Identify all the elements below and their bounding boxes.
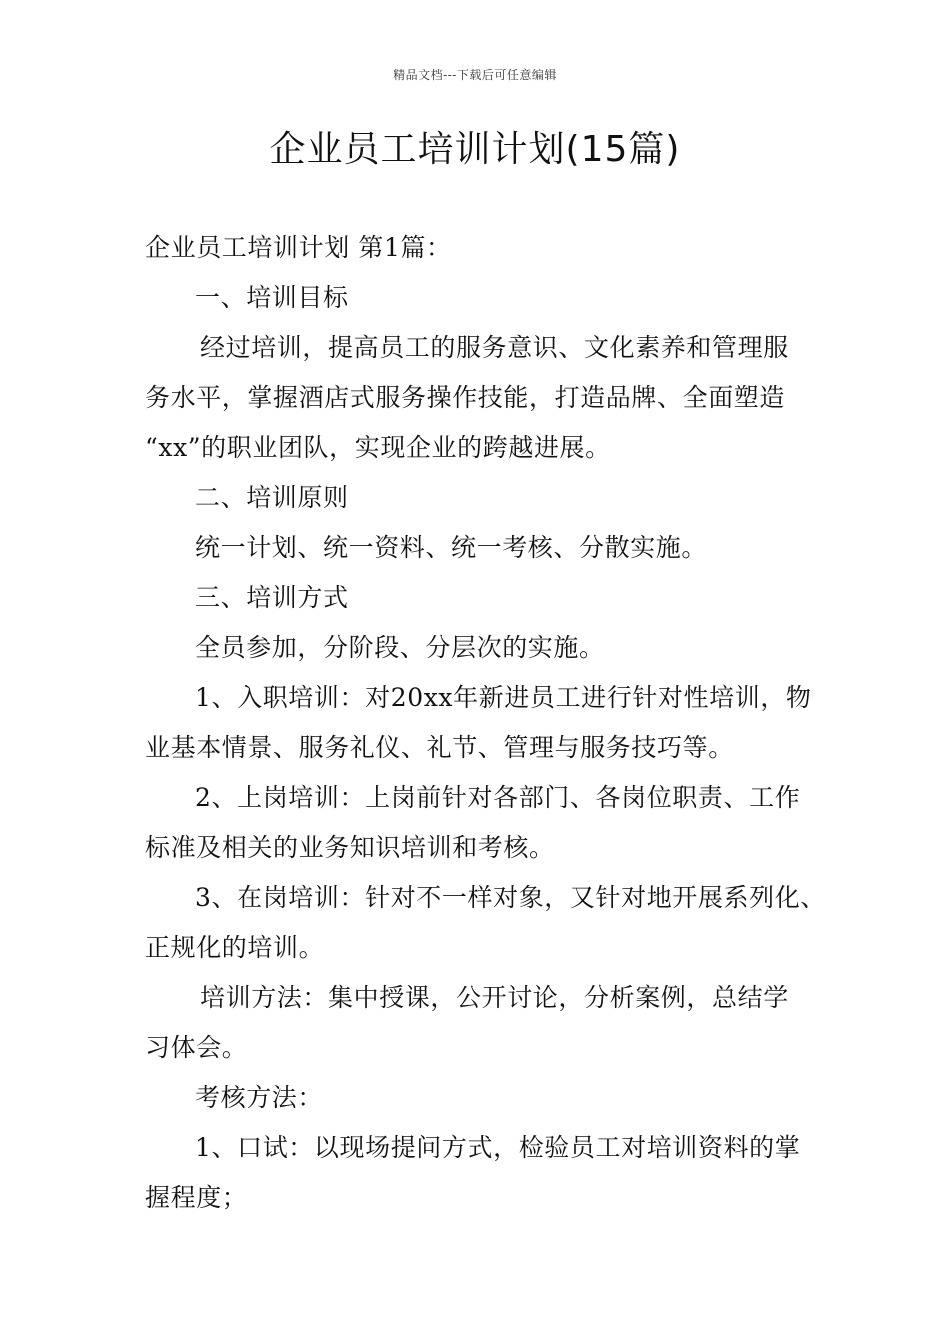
paragraph-line: 全员参加，分阶段、分层次的实施。 <box>195 633 605 662</box>
paragraph-line: 考核方法： <box>195 1083 324 1112</box>
paragraph-line: 务水平，掌握酒店式服务操作技能，打造品牌、全面塑造 <box>145 383 786 412</box>
paragraph-line: 标准及相关的业务知识培训和考核。 <box>145 833 555 862</box>
section-heading: 企业员工培训计划 第1篇： <box>145 233 452 262</box>
paragraph-line: 统一计划、统一资料、统一考核、分散实施。 <box>195 533 708 562</box>
paragraph-line: 2、上岗培训：上岗前针对各部门、各岗位职责、工作 <box>195 783 801 812</box>
paragraph-line: 习体会。 <box>145 1033 248 1062</box>
subsection-heading: 三、培训方式 <box>195 583 349 612</box>
paragraph-line: 3、在岗培训：针对不一样对象，又针对地开展系列化、 <box>195 883 826 912</box>
paragraph-line: 培训方法：集中授课，公开讨论，分析案例，总结学 <box>200 983 789 1012</box>
page-header-note: 精品文档---下载后可任意编辑 <box>393 68 557 82</box>
subsection-heading: 二、培训原则 <box>195 483 349 512</box>
paragraph-line: “xx”的职业团队，实现企业的跨越进展。 <box>145 433 611 462</box>
paragraph-line: 1、入职培训：对20xx年新进员工进行针对性培训，物 <box>195 683 812 712</box>
paragraph-line: 1、口试：以现场提问方式，检验员工对培训资料的掌 <box>195 1133 801 1162</box>
paragraph-line: 业基本情景、服务礼仪、礼节、管理与服务技巧等。 <box>145 733 734 762</box>
paragraph-line: 经过培训，提高员工的服务意识、文化素养和管理服 <box>200 333 789 362</box>
paragraph-line: 正规化的培训。 <box>145 933 325 962</box>
subsection-heading: 一、培训目标 <box>195 283 349 312</box>
document-title: 企业员工培训计划(15篇) <box>269 129 681 170</box>
paragraph-line: 握程度； <box>145 1183 248 1212</box>
document-body <box>145 223 825 1223</box>
